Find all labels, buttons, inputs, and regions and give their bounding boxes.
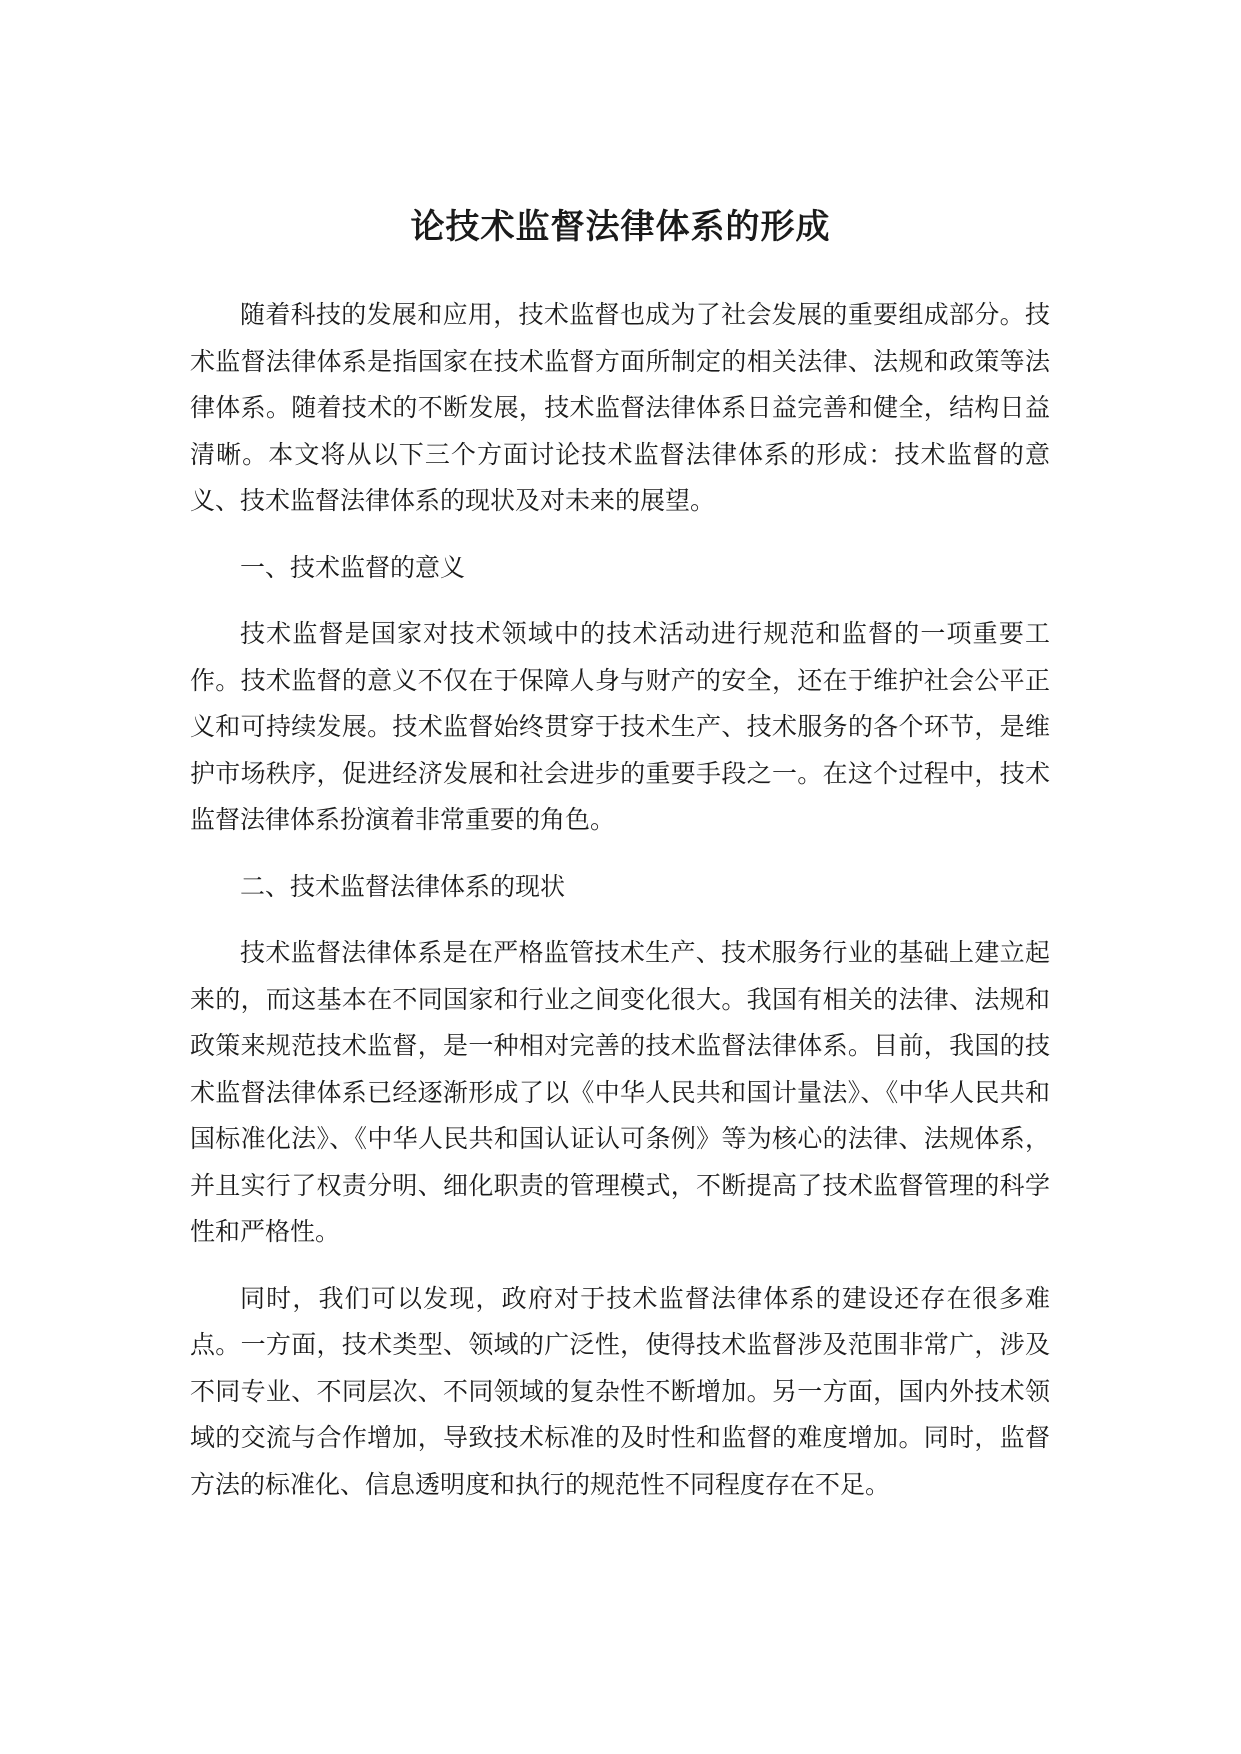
section-heading-2: 二、技术监督法律体系的现状 <box>240 871 566 901</box>
section-heading-1: 一、技术监督的意义 <box>240 552 466 582</box>
paragraph-status: 技术监督法律体系是在严格监管技术生产、技术服务行业的基础上建立起来的，而这基本在不同国家和行业之间变化很大。我国有相关的法律、法规和政策来规范技术监督，是一种相对完善的技术监督法律体系。目前，我国的技术监督法律体系已经逐渐形成了以《中华人民共和国计量法》、《中华人民共和国标准化法》、《中华人民共和国认证认可条例》等为核心的法律、法规体系，并且实行了权责分明、细化职责的管理模式，不断提高了技术监督管理的科学性和严格性。 <box>190 938 1050 1246</box>
paragraph-significance: 技术监督是国家对技术领域中的技术活动进行规范和监督的一项重要工作。技术监督的意义不仅在于保障人身与财产的安全，还在于维护社会公平正义和可持续发展。技术监督始终贯穿于技术生产、技术服务的各个环节，是维护市场秩序，促进经济发展和社会进步的重要手段之一。在这个过程中，技术监督法律体系扮演着非常重要的角色。 <box>190 619 1050 834</box>
paragraph-intro: 随着科技的发展和应用，技术监督也成为了社会发展的重要组成部分。技术监督法律体系是指国家在技术监督方面所制定的相关法律、法规和政策等法律体系。随着技术的不断发展，技术监督法律体系日益完善和健全，结构日益清晰。本文将从以下三个方面讨论技术监督法律体系的形成：技术监督的意义、技术监督法律体系的现状及对未来的展望。 <box>190 300 1050 515</box>
document-body <box>190 292 1050 1528</box>
paragraph-challenges: 同时，我们可以发现，政府对于技术监督法律体系的建设还存在很多难点。一方面，技术类型、领域的广泛性，使得技术监督涉及范围非常广，涉及不同专业、不同层次、不同领域的复杂性不断增加。另一方面，国内外技术领域的交流与合作增加，导致技术标准的及时性和监督的难度增加。同时，监督方法的标准化、信息透明度和执行的规范性不同程度存在不足。 <box>190 1283 1050 1499</box>
document-title: 论技术监督法律体系的形成 <box>410 206 831 247</box>
